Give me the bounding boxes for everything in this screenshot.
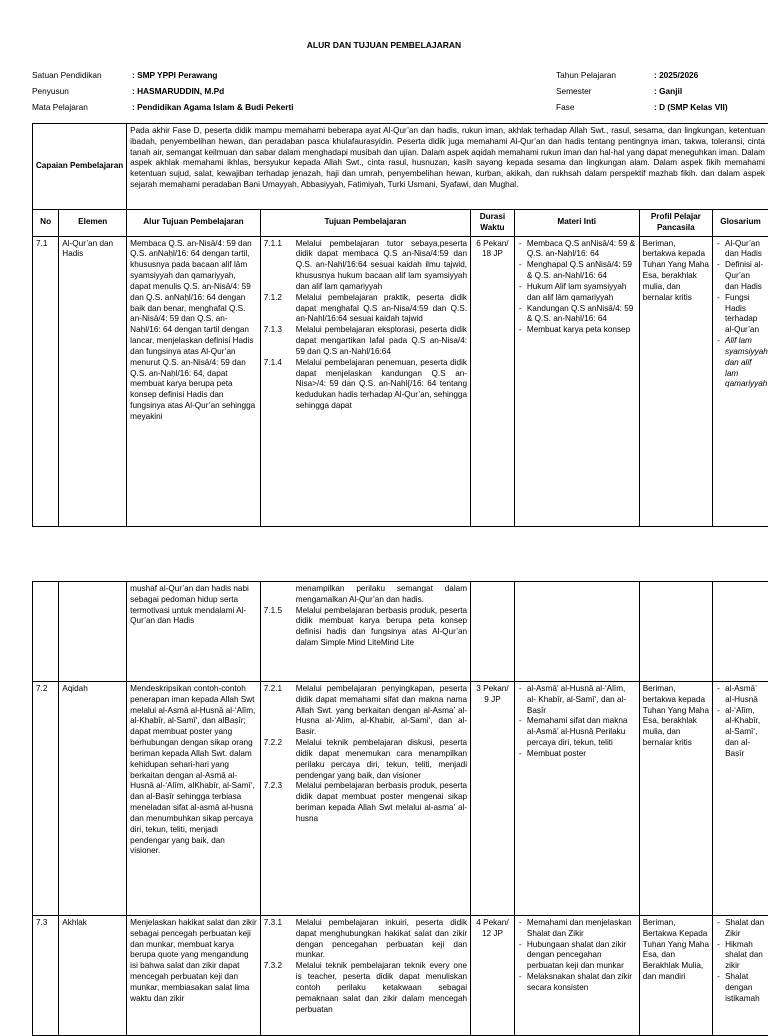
page-title: ALUR DAN TUJUAN PEMBELAJARAN bbox=[0, 40, 768, 51]
materi-item: - Melaksnakan shalat dan zikir secara konsisten bbox=[518, 972, 636, 994]
row-no: 7.3 bbox=[33, 916, 59, 1036]
meta-value: : Ganjil bbox=[654, 86, 682, 97]
tujuan-item bbox=[264, 358, 467, 412]
tujuan-item bbox=[264, 684, 467, 738]
row-elemen: Al-Qur’an dan Hadis bbox=[59, 236, 127, 526]
row-no: 7.1 bbox=[33, 236, 59, 526]
meta-label: Satuan Pendidikan bbox=[32, 70, 132, 81]
table-row bbox=[33, 236, 768, 526]
tujuan-num: 7.2.3 bbox=[264, 781, 296, 824]
header-no: No bbox=[33, 210, 59, 237]
tujuan-item bbox=[264, 239, 467, 293]
row-materi bbox=[514, 582, 639, 682]
table-row bbox=[33, 682, 768, 916]
row-durasi: 3 Pekan/ 9 JP bbox=[471, 682, 515, 916]
row-glosarium bbox=[713, 916, 768, 1036]
materi-item: - al-Asmā’ al-Husnā al-‘Alīm, al- Khabīr, al-Samī‘, dan al-Baṣīr bbox=[518, 684, 636, 716]
glosarium-item: - Shalat dengan istikamah bbox=[716, 972, 765, 1004]
tujuan-item bbox=[264, 606, 467, 649]
atp-table-page-1 bbox=[32, 123, 768, 527]
materi-item: - Memahami sifat dan makna al-Asmā’ al-Husnā Perilaku percaya diri, tekun, teliti bbox=[518, 716, 636, 748]
row-elemen bbox=[59, 582, 127, 682]
row-glosarium bbox=[713, 582, 768, 682]
meta-value: : D (SMP Kelas VII) bbox=[654, 102, 728, 113]
row-durasi: 6 Pekan/ 18 JP bbox=[471, 236, 515, 526]
meta-row-tahun bbox=[556, 67, 728, 83]
row-glosarium bbox=[713, 236, 768, 526]
row-profil: Beriman, bertakwa kepada Tuhan Yang Maha Esa, berakhlak mulia, dan bernalar kritis bbox=[639, 236, 712, 526]
tujuan-num: 7.3.2 bbox=[264, 961, 296, 1015]
tujuan-text: Melalui pembelajaran praktik, peserta didik dapat menghafal Q.S an-Nisa/4:59 dan Q.S. an-Nahl/16:64 sesuai kaidah tajwid bbox=[296, 293, 467, 325]
tujuan-num: 7.2.2 bbox=[264, 738, 296, 781]
tujuan-num: 7.1.1 bbox=[264, 239, 296, 293]
atp-table-page-2 bbox=[32, 581, 768, 1036]
materi-item: - Memahami dan menjelaskan Shalat dan Zikir bbox=[518, 918, 636, 940]
tujuan-text: Melalui pembelajaran inkuiri, peserta didik dapat menghubungkan hakikat salat dan zikir dengan pencegahan perbuatan keji dan munkar. bbox=[296, 918, 467, 961]
tujuan-item bbox=[264, 738, 467, 781]
row-profil bbox=[639, 582, 712, 682]
materi-item: - Membaca Q.S anNisā/4: 59 & Q.S. an-Naḥl/16: 64 bbox=[518, 239, 636, 261]
meta-left bbox=[32, 67, 294, 115]
header-profil: Profil Pelajar Pancasila bbox=[639, 210, 712, 237]
meta-label: Penyusun bbox=[32, 86, 132, 97]
tujuan-text: Melalui pembelajaran penemuan, peserta didik dapat menjelaskan kandungan Q.S an-Nisa>/4: 59 dan Q.S. an-Nahl{/16: 64 tentang kedudukan hadis terhadap Al-Qur’an, sehingga sehingga dapat bbox=[296, 358, 467, 412]
tujuan-text: menampilkan perilaku semangat dalam mengamalkan Al-Qur’an dan hadis. bbox=[296, 584, 467, 606]
capaian-label: Capaian Pembelajaran bbox=[33, 124, 127, 210]
glosarium-item: - Al-Qur’an dan Hadis bbox=[716, 239, 765, 261]
meta-value: : HASMARUDDIN, M.Pd bbox=[132, 86, 224, 97]
row-profil: Beriman, Bertakwa Kepada Tuhan Yang Maha Esa, dan Berakhlak Mulia, dan mandiri bbox=[639, 916, 712, 1036]
glosarium-item: - Definisi al-Qur’an dan Hadis bbox=[716, 260, 765, 292]
materi-item: - Membuat karya peta konsep bbox=[518, 325, 636, 336]
row-tujuan bbox=[260, 682, 470, 916]
materi-item: - Membuat poster bbox=[518, 749, 636, 760]
tujuan-item bbox=[264, 293, 467, 325]
tujuan-text: Melalui pembelajaran penyingkapan, peserta didik dapat memahami sifat dan makna nama Allah Swt. yang berkaitan dengan al-Asma’ al-Husna al-‘Alim, al-Khabir, al-Sami‘, dan al-Basir. bbox=[296, 684, 467, 738]
meta-row-satuan bbox=[32, 67, 294, 83]
materi-item: - Menghapal Q.S anNisā/4: 59 & Q.S. an-Naḥl/16: 64 bbox=[518, 260, 636, 282]
tujuan-num: 7.1.5 bbox=[264, 606, 296, 649]
meta-row-semester bbox=[556, 83, 728, 99]
row-alur: mushaf al-Qur’an dan hadis nabi sebagai pedoman hidup serta termotivasi untuk mendalami Al-Qur’an dan Hadis bbox=[127, 582, 261, 682]
tujuan-item bbox=[264, 325, 467, 357]
row-materi bbox=[514, 916, 639, 1036]
row-tujuan bbox=[260, 916, 470, 1036]
materi-item: - Hukum Alif lam syamsiyyah dan alif lām qamariyyah bbox=[518, 282, 636, 304]
meta-value: : SMP YPPI Perawang bbox=[132, 70, 217, 81]
tujuan-text: Melalui pembelajaran berbasis produk, peserta didik dapat membuat poster mengenai sikap beriman kepada Allah Swt melalui al-asma’ al-husna bbox=[296, 781, 467, 824]
row-durasi bbox=[471, 582, 515, 682]
tujuan-num: 7.2.1 bbox=[264, 684, 296, 738]
tujuan-num: 7.1.3 bbox=[264, 325, 296, 357]
tujuan-text: Melalui pembelajaran eksplorasi, peserta didik dapat mengartikan lafal pada Q.S an-Nisa/4: 59 dan Q.S an-Nahl/16:64 bbox=[296, 325, 467, 357]
tujuan-text: Melalui pembelajaran berbasis produk, peserta didik membuat karya berupa peta konsep definisi hadis dan fungsinya atas Al-Qur’an dalam Simple Mind LiteMind Lite bbox=[296, 606, 467, 649]
meta-value: : 2025/2026 bbox=[654, 70, 698, 81]
row-glosarium bbox=[713, 682, 768, 916]
header-durasi: Durasi Waktu bbox=[471, 210, 515, 237]
glosarium-item: - Fungsi Hadis terhadap al-Qur’an bbox=[716, 293, 765, 336]
materi-item: - Kandungan Q.S anNisā/4: 59 & Q.S. an-Naḥl/16: 64 bbox=[518, 304, 636, 326]
row-elemen: Aqidah bbox=[59, 682, 127, 916]
header-elemen: Elemen bbox=[59, 210, 127, 237]
tujuan-num: 7.3.1 bbox=[264, 918, 296, 961]
tujuan-item bbox=[264, 781, 467, 824]
meta-right bbox=[556, 67, 728, 115]
glosarium-item: - Shalat dan Zikir bbox=[716, 918, 765, 940]
row-alur: Mendeskripsikan contoh-contoh penerapan iman kepada Allah Swt melalui al-Asmā al-Husnā al-‘Alīm, al-Khabīr, al-Samī‘, dan alBaṣīr; dapat membuat poster yang berhubungan dengan sikap orang beriman kepada Allah Swt. dalam kehidupan sehari-hari yang berkaitan dengan al-Asmā al-Husnā al-‘Alīm, alKhabīr, al-Samī‘, dan al-Baṣīr sehingga terbiasa meneladan sifat al-asmā al-ḥusna dan menumbuhkan sikap percaya diri, tekun, teliti, menjadi pendengar yang baik, dan visioner. bbox=[127, 682, 261, 916]
capaian-text: Pada akhir Fase D, peserta didik mampu memahami beberapa ayat Al-Qur’an dan hadis, rukun iman, akhlak terhadap Allah Swt., rasul, sesama, dan lingkungan, ketentuan ibadah, penyembelihan hewan, dan peradaban pasca khulafaurasyidin. Peserta didik juga memahami Al-Qur’an dan hadis tentang pentingnya iman, takwa, toleransi, cinta tanah air, semangat keilmuan dan sabar dalam menghadapi musibah dan ujian. Dalam aspek aqidah memahami rukun iman dan hal-hal yang dapat meneguhkan iman. Dalam aspek akhlak memahami ikhlas, bersyukur kepada Allah Swt., cinta rasul, husnuzan, kasih sayang kepada sesama dan lingkungan alam. Dalam aspek fikih memahami ketentuan sujud, salat, kewajiban terhadap jenazah, haji dan umrah, penyembelihan hewan, kurban, akikah, dan rukhsah dalam perspektif mazhab fikih. dan dalam aspek sejarah memahami peradaban Bani Umayyah, Abbasiyyah, Fatimiyah, Turki Usmani, Syafawi, dan Mughal. bbox=[127, 124, 768, 210]
table-row bbox=[33, 582, 768, 682]
row-alur: Membaca Q.S. an-Nisā/4: 59 dan Q.S. anNaḥl/16: 64 dengan tartil, khususnya pada bacaan alif lām syamsiyyah dan qamariyyah, dapat menulis Q.S. an-Nisā/4: 59 dan Q.S. anNaḥl/16: 64 dengan baik dan benar, menghafal Q.S. an-Nisā/4: 59 dan Q.S. an-Naḥl/16: 64 dengan tartil dengan lancar, menjelaskan definisi Hadis dan fungsinya atas Al-Qur’an menurut Q.S. an-Nisā/4: 59 dan Q.S. an-Naḥl/16: 64, dapat membuat karya berupa peta konsep definisi Hadis dan fungsinya atas Al-Qur’an sehingga meyakini bbox=[127, 236, 261, 526]
meta-value: : Pendidikan Agama Islam & Budi Pekerti bbox=[132, 102, 294, 113]
header-alur: Alur Tujuan Pembelajaran bbox=[127, 210, 261, 237]
capaian-row bbox=[33, 124, 768, 210]
tujuan-num: 7.1.4 bbox=[264, 358, 296, 412]
row-profil: Beriman, bertakwa kepada Tuhan Yang Maha Esa, berakhlak mulia, dan bernalar kritis bbox=[639, 682, 712, 916]
tujuan-text: Melalui pembelajaran tutor sebaya,peserta didik dapat membaca Q.S an-Nisa/4:59 dan Q.S. an-Nahl/16:64 sesuai kaidah ilmu tajwid, khususnya hukum bacaan alif lam syamsiyyah dan alif lam qamariyyah bbox=[296, 239, 467, 293]
table-row bbox=[33, 916, 768, 1036]
meta-label: Mata Pelajaran bbox=[32, 102, 132, 113]
header-glosarium: Glosarium bbox=[713, 210, 768, 237]
tujuan-item bbox=[264, 584, 467, 606]
tujuan-item bbox=[264, 918, 467, 961]
meta-row-fase bbox=[556, 99, 728, 115]
row-materi bbox=[514, 682, 639, 916]
row-elemen: Akhlak bbox=[59, 916, 127, 1036]
tujuan-num: 7.1.2 bbox=[264, 293, 296, 325]
tujuan-text: Melalui teknik pembelajaran teknik every one is teacher, peserta didik dapat menuliskan contoh perilaku ketakwaan sebagai pemaknaan salat dan zikir dalam mencegah perbuatan bbox=[296, 961, 467, 1015]
meta-label: Semester bbox=[556, 86, 654, 97]
materi-item: - Hubungaan shalat dan zikir dengan pencegahan perbuatan keji dan munkar bbox=[518, 940, 636, 972]
tujuan-item bbox=[264, 961, 467, 1015]
row-materi bbox=[514, 236, 639, 526]
row-tujuan bbox=[260, 582, 470, 682]
glosarium-item: - al-Asmā’ al-Husnā bbox=[716, 684, 765, 706]
glosarium-item: - Alif lam syamsiyyah dan alif lam qamariyyah bbox=[716, 336, 765, 390]
tujuan-text: Melalui teknik pembelajaran diskusi, peserta didik dapat menemukan cara menampilkan perilaku percaya diri, tekun, teliti, menjadi pendengar yang baik, dan visioner bbox=[296, 738, 467, 781]
row-no: 7.2 bbox=[33, 682, 59, 916]
row-durasi: 4 Pekan/ 12 JP bbox=[471, 916, 515, 1036]
row-no bbox=[33, 582, 59, 682]
meta-label: Fase bbox=[556, 102, 654, 113]
header-materi: Materi Inti bbox=[514, 210, 639, 237]
glosarium-item: - Hikmah shalat dan zikir bbox=[716, 940, 765, 972]
glosarium-item: - al-‘Alīm, al-Khabīr, al-Samī‘, dan al-Baṣīr bbox=[716, 706, 765, 760]
header-tujuan: Tujuan Pembelajaran bbox=[260, 210, 470, 237]
meta-row-mapel bbox=[32, 99, 294, 115]
row-alur: Menjelaskan hakikat salat dan zikir sebagai pencegah perbuatan keji dan munkar, membuat karya berupa quote yang mengandung isi bahwa salat dan zikir dapat mencegah perbuatan keji dan munkar, membiasakan salat lima waktu dan zikir bbox=[127, 916, 261, 1036]
header-row bbox=[33, 210, 768, 237]
row-tujuan bbox=[260, 236, 470, 526]
meta-row-penyusun bbox=[32, 83, 294, 99]
tujuan-num bbox=[264, 584, 296, 606]
meta-label: Tahun Pelajaran bbox=[556, 70, 654, 81]
